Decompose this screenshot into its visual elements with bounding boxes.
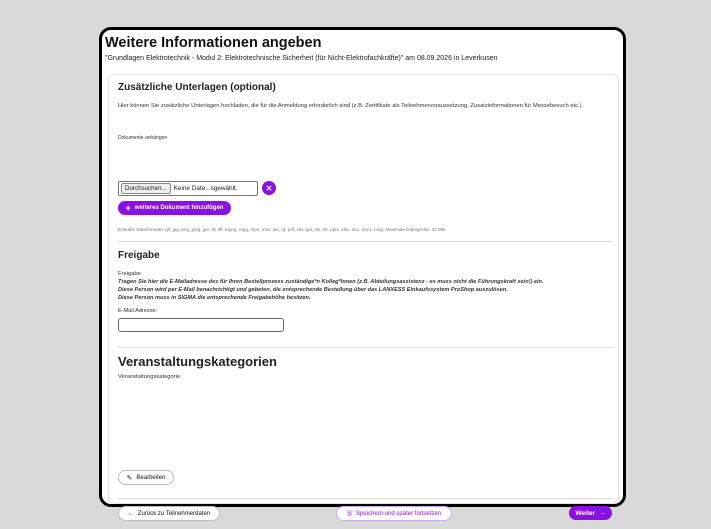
uploads-description: Hier können Sie zusätzliche Unterlagen hochladen, die für die Anmeldung erforderlich sind (z.B. Zertifikate als Teilnehmervoraussetzung, Zusatzinformationen für Messebesuch etc.). — [118, 103, 584, 109]
approval-label: Freigabe — [118, 271, 141, 277]
pencil-icon: ✎ — [126, 474, 133, 482]
save-icon: 🖫 — [346, 510, 353, 517]
approval-line-1: Tragen Sie hier die E-Mailadresse des für Ihren Bestellprozess zuständige*n Kolleg*Innen (z.B. Abteilungsassistenz - es muss nicht die Führungskraft sein!) ein. — [118, 279, 544, 285]
formats-note: Erlaubte Dateiformate: gif, jpg, png, jpeg, jpe, tif, tiff, mpeg, mpg, mpe, mov, avi, qt, pdf, csv, ppt, xls, txt, pptx, xlsx, doc, docx, msg; Maximale Dateigröße: 32 MB. — [118, 227, 447, 232]
approval-heading: Freigabe — [118, 250, 160, 261]
uploads-heading: Zusätzliche Unterlagen (optional) — [118, 82, 276, 93]
browse-button[interactable]: Durchsuchen... — [121, 183, 171, 194]
edit-label: Bearbeiten — [136, 474, 166, 481]
approval-line-3: Diese Person muss in SIGMA die entsprechende Freigabehöhe besitzen. — [118, 295, 311, 301]
next-label: Weiter — [575, 509, 596, 517]
plus-icon: + — [125, 202, 131, 213]
save-later-button[interactable] — [336, 506, 452, 521]
add-document-label: weiteres Dokument hinzufügen — [134, 205, 224, 211]
email-field[interactable] — [118, 318, 284, 332]
remove-document-button[interactable] — [262, 181, 276, 195]
add-document-button[interactable] — [118, 201, 231, 215]
approval-line-2: Diese Person wird per E-Mail benachrichtigt und gebeten, die entsprechende Bestellung über das LANXESS Einkaufssystem ProShop auszulösen. — [118, 287, 508, 293]
no-file-text: Keine Date...sgewählt. — [173, 185, 238, 192]
page-subtitle: "Grundlagen Elektrotechnik - Modul 2: Elektrotechnische Sicherheit (für Nicht-Elektrofachkräfte)" am 08.09.2026 in Leverkusen — [105, 55, 498, 62]
arrow-left-icon: ← — [127, 510, 134, 517]
close-icon: ✕ — [265, 183, 273, 193]
main-window — [99, 27, 626, 517]
back-button[interactable] — [118, 506, 220, 521]
divider — [118, 241, 613, 242]
file-input[interactable] — [118, 181, 258, 196]
email-label: E-Mail Adresse: — [118, 308, 158, 314]
page-title: Weitere Informationen angeben — [105, 35, 322, 51]
arrow-right-icon: → — [599, 509, 606, 517]
next-button[interactable] — [569, 506, 612, 520]
save-later-label: Speichern und später fortsetzen — [356, 510, 442, 517]
divider — [118, 498, 613, 499]
categories-label: Veranstaltungskategorie — [118, 374, 181, 380]
documents-label: Dokumente anhängen — [118, 135, 168, 141]
divider — [118, 347, 613, 348]
form-card — [108, 74, 619, 517]
edit-button[interactable] — [118, 470, 174, 485]
categories-heading: Veranstaltungskategorien — [118, 354, 277, 369]
back-label: Zurück zu Teilnehmerdaten — [137, 510, 211, 517]
